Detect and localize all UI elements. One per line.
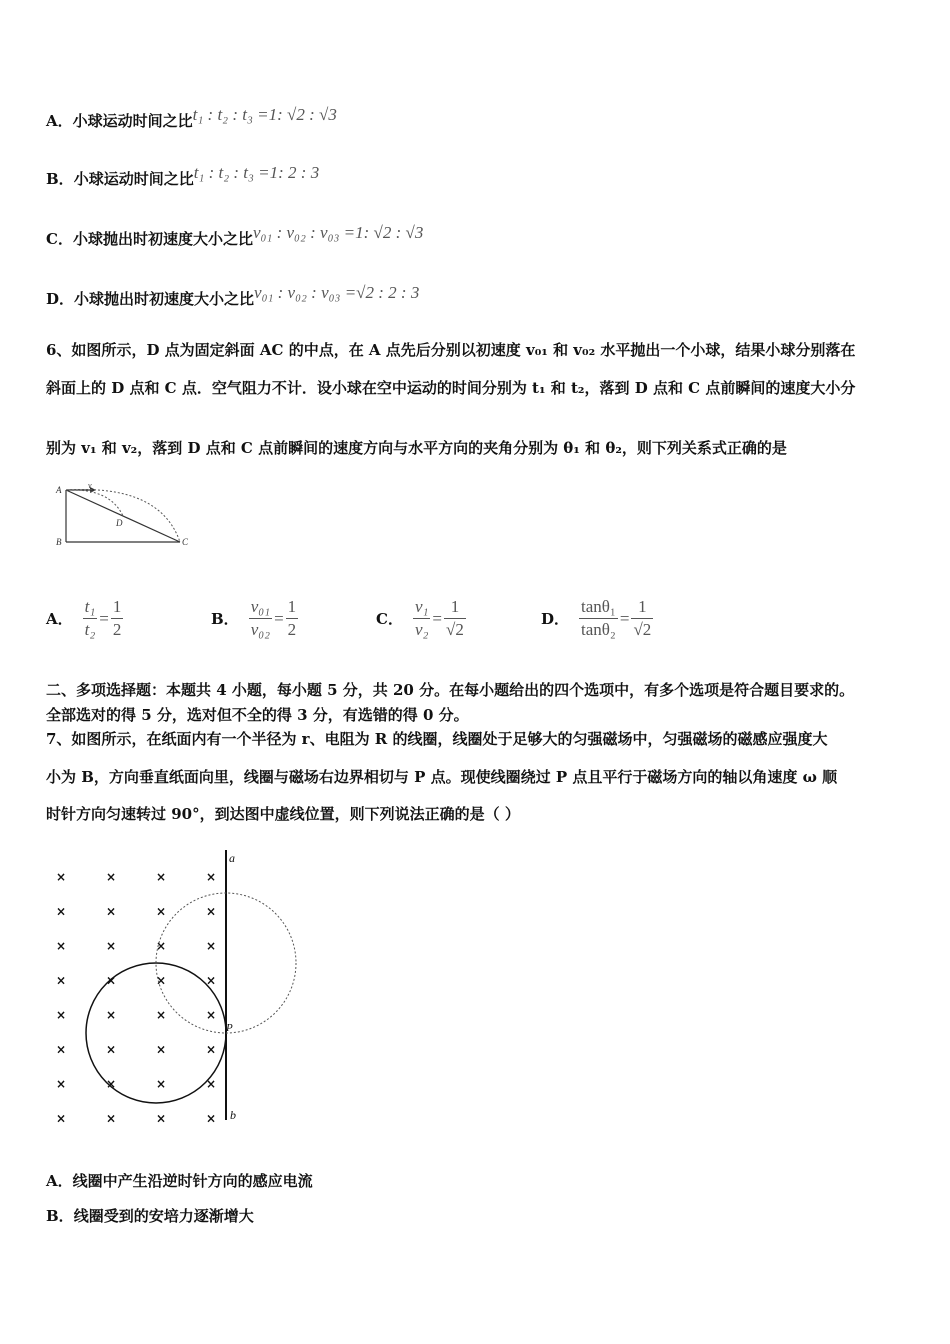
field-cross-mark: × <box>156 1111 167 1126</box>
q7-label-a: a <box>229 851 235 865</box>
field-cross-mark: × <box>156 939 167 953</box>
q5-option-d: D．小球抛出时初速度大小之比v₀₁ : v₀₂ : v₀₃ =√2 : 2 : 3 <box>46 283 420 308</box>
q6-label-v: v <box>88 481 92 490</box>
q6-label-c: C <box>182 537 189 547</box>
q6-incline-figure <box>50 480 210 550</box>
q6-option-d: D． $\frac{\text{tanθ₁}}{\text{tanθ₂}}$ = $\frac{1}{√2}$ <box>541 597 652 639</box>
field-cross-mark: × <box>156 1008 167 1022</box>
field-cross-mark: × <box>56 1042 67 1057</box>
q5-option-b-formula: t₁ : t₂ : t₃ =1: 2 : 3 <box>193 163 320 182</box>
field-cross-mark: × <box>106 870 117 884</box>
field-cross-mark: × <box>56 973 67 988</box>
field-cross-mark: × <box>56 939 67 953</box>
q7-stem-line1: 7、如图所示，在纸面内有一个半径为 r、电阻为 R 的线圈，线圈处于足够大的匀强磁场中，匀强磁场的磁感应强度大 <box>46 730 828 748</box>
field-cross-mark: × <box>156 1077 167 1091</box>
field-cross-mark: × <box>56 1008 67 1022</box>
q6-label-d: D <box>116 518 123 528</box>
field-cross-mark: × <box>106 1008 117 1022</box>
q7-stem-line3: 时针方向匀速转过 90°，到达图中虚线位置，则下列说法正确的是（ ） <box>46 805 520 823</box>
q7-option-b: B．线圈受到的安培力逐渐增大 <box>46 1207 254 1225</box>
q6-label-a: A <box>56 485 62 495</box>
field-cross-mark: × <box>156 904 167 919</box>
q6-stem-line1: 6、如图所示，D 点为固定斜面 AC 的中点，在 A 点先后分别以初速度 v₀₁ 和 v₀₂ 水平抛出一个小球，结果小球分别落在 <box>46 341 856 359</box>
q5-option-c: C．小球抛出时初速度大小之比v₀₁ : v₀₂ : v₀₃ =1: √2 : √3 <box>46 223 424 248</box>
q5-option-d-formula: v₀₁ : v₀₂ : v₀₃ =√2 : 2 : 3 <box>254 283 420 302</box>
field-cross-mark: × <box>106 973 117 988</box>
field-cross-mark: × <box>156 870 167 884</box>
field-cross-mark: × <box>206 1042 217 1057</box>
q6-stem-line3: 别为 v₁ 和 v₂，落到 D 点和 C 点前瞬间的速度方向与水平方向的夹角分别为 θ₁ 和 θ₂，则下列关系式正确的是 <box>46 439 787 457</box>
field-cross-mark: × <box>206 1077 217 1091</box>
q5-option-a: A．小球运动时间之比t₁ : t₂ : t₃ =1: √2 : √3 <box>46 105 337 130</box>
field-cross-mark: × <box>206 973 217 988</box>
q6-option-a: A． $\frac{\text{t₁}}{\text{t₂}}$ = $\frac{1}{2}$ <box>46 597 122 639</box>
field-cross-mark: × <box>56 1077 67 1091</box>
q7-magnetic-field-figure <box>40 845 310 1130</box>
q5-option-a-formula: t₁ : t₂ : t₃ =1: √2 : √3 <box>192 105 337 124</box>
q7-option-a: A．线圈中产生沿逆时针方向的感应电流 <box>46 1172 313 1190</box>
field-cross-mark: × <box>206 1008 217 1022</box>
field-cross-mark: × <box>206 870 217 884</box>
section2-instructions-line1: 二、多项选择题：本题共 4 小题，每小题 5 分，共 20 分。在每小题给出的四个选项中，有多个选项是符合题目要求的。 <box>46 681 855 699</box>
field-cross-mark: × <box>106 1111 117 1126</box>
q6-label-b: B <box>56 537 62 547</box>
q5-option-b: B．小球运动时间之比t₁ : t₂ : t₃ =1: 2 : 3 <box>46 163 320 188</box>
q7-stem-line2: 小为 B，方向垂直纸面向里，线圈与磁场右边界相切与 P 点。现使线圈绕过 P 点且平行于磁场方向的轴以角速度 ω 顺 <box>46 768 838 786</box>
field-cross-mark: × <box>106 1042 117 1057</box>
q7-label-b: b <box>230 1108 236 1122</box>
field-cross-mark: × <box>156 973 167 988</box>
field-cross-mark: × <box>106 1077 117 1091</box>
field-cross-mark: × <box>56 1111 67 1126</box>
section2-instructions-line2: 全部选对的得 5 分，选对但不全的得 3 分，有选错的得 0 分。 <box>46 706 469 724</box>
q7-field-crosses <box>56 870 216 1126</box>
field-cross-mark: × <box>156 1042 167 1057</box>
field-cross-mark: × <box>106 939 117 953</box>
field-cross-mark: × <box>206 904 217 919</box>
q6-option-b: B． $\frac{\text{v₀₁}}{\text{v₀₂}}$ = $\frac{1}{2}$ <box>211 597 297 639</box>
q6-option-c: C． $\frac{\text{v₁}}{\text{v₂}}$ = $\frac{1}{√2}$ <box>376 597 464 639</box>
q6-stem-line2: 斜面上的 D 点和 C 点．空气阻力不计．设小球在空中运动的时间分别为 t₁ 和 t₂，落到 D 点和 C 点前瞬间的速度大小分 <box>46 379 856 397</box>
field-cross-mark: × <box>206 939 217 953</box>
field-cross-mark: × <box>106 904 117 919</box>
q5-option-c-formula: v₀₁ : v₀₂ : v₀₃ =1: √2 : √3 <box>252 223 424 242</box>
field-cross-mark: × <box>56 904 67 919</box>
q6-line-ac <box>66 490 180 542</box>
field-cross-mark: × <box>206 1111 217 1126</box>
field-cross-mark: × <box>56 870 67 884</box>
q7-label-p: P <box>226 1022 233 1034</box>
